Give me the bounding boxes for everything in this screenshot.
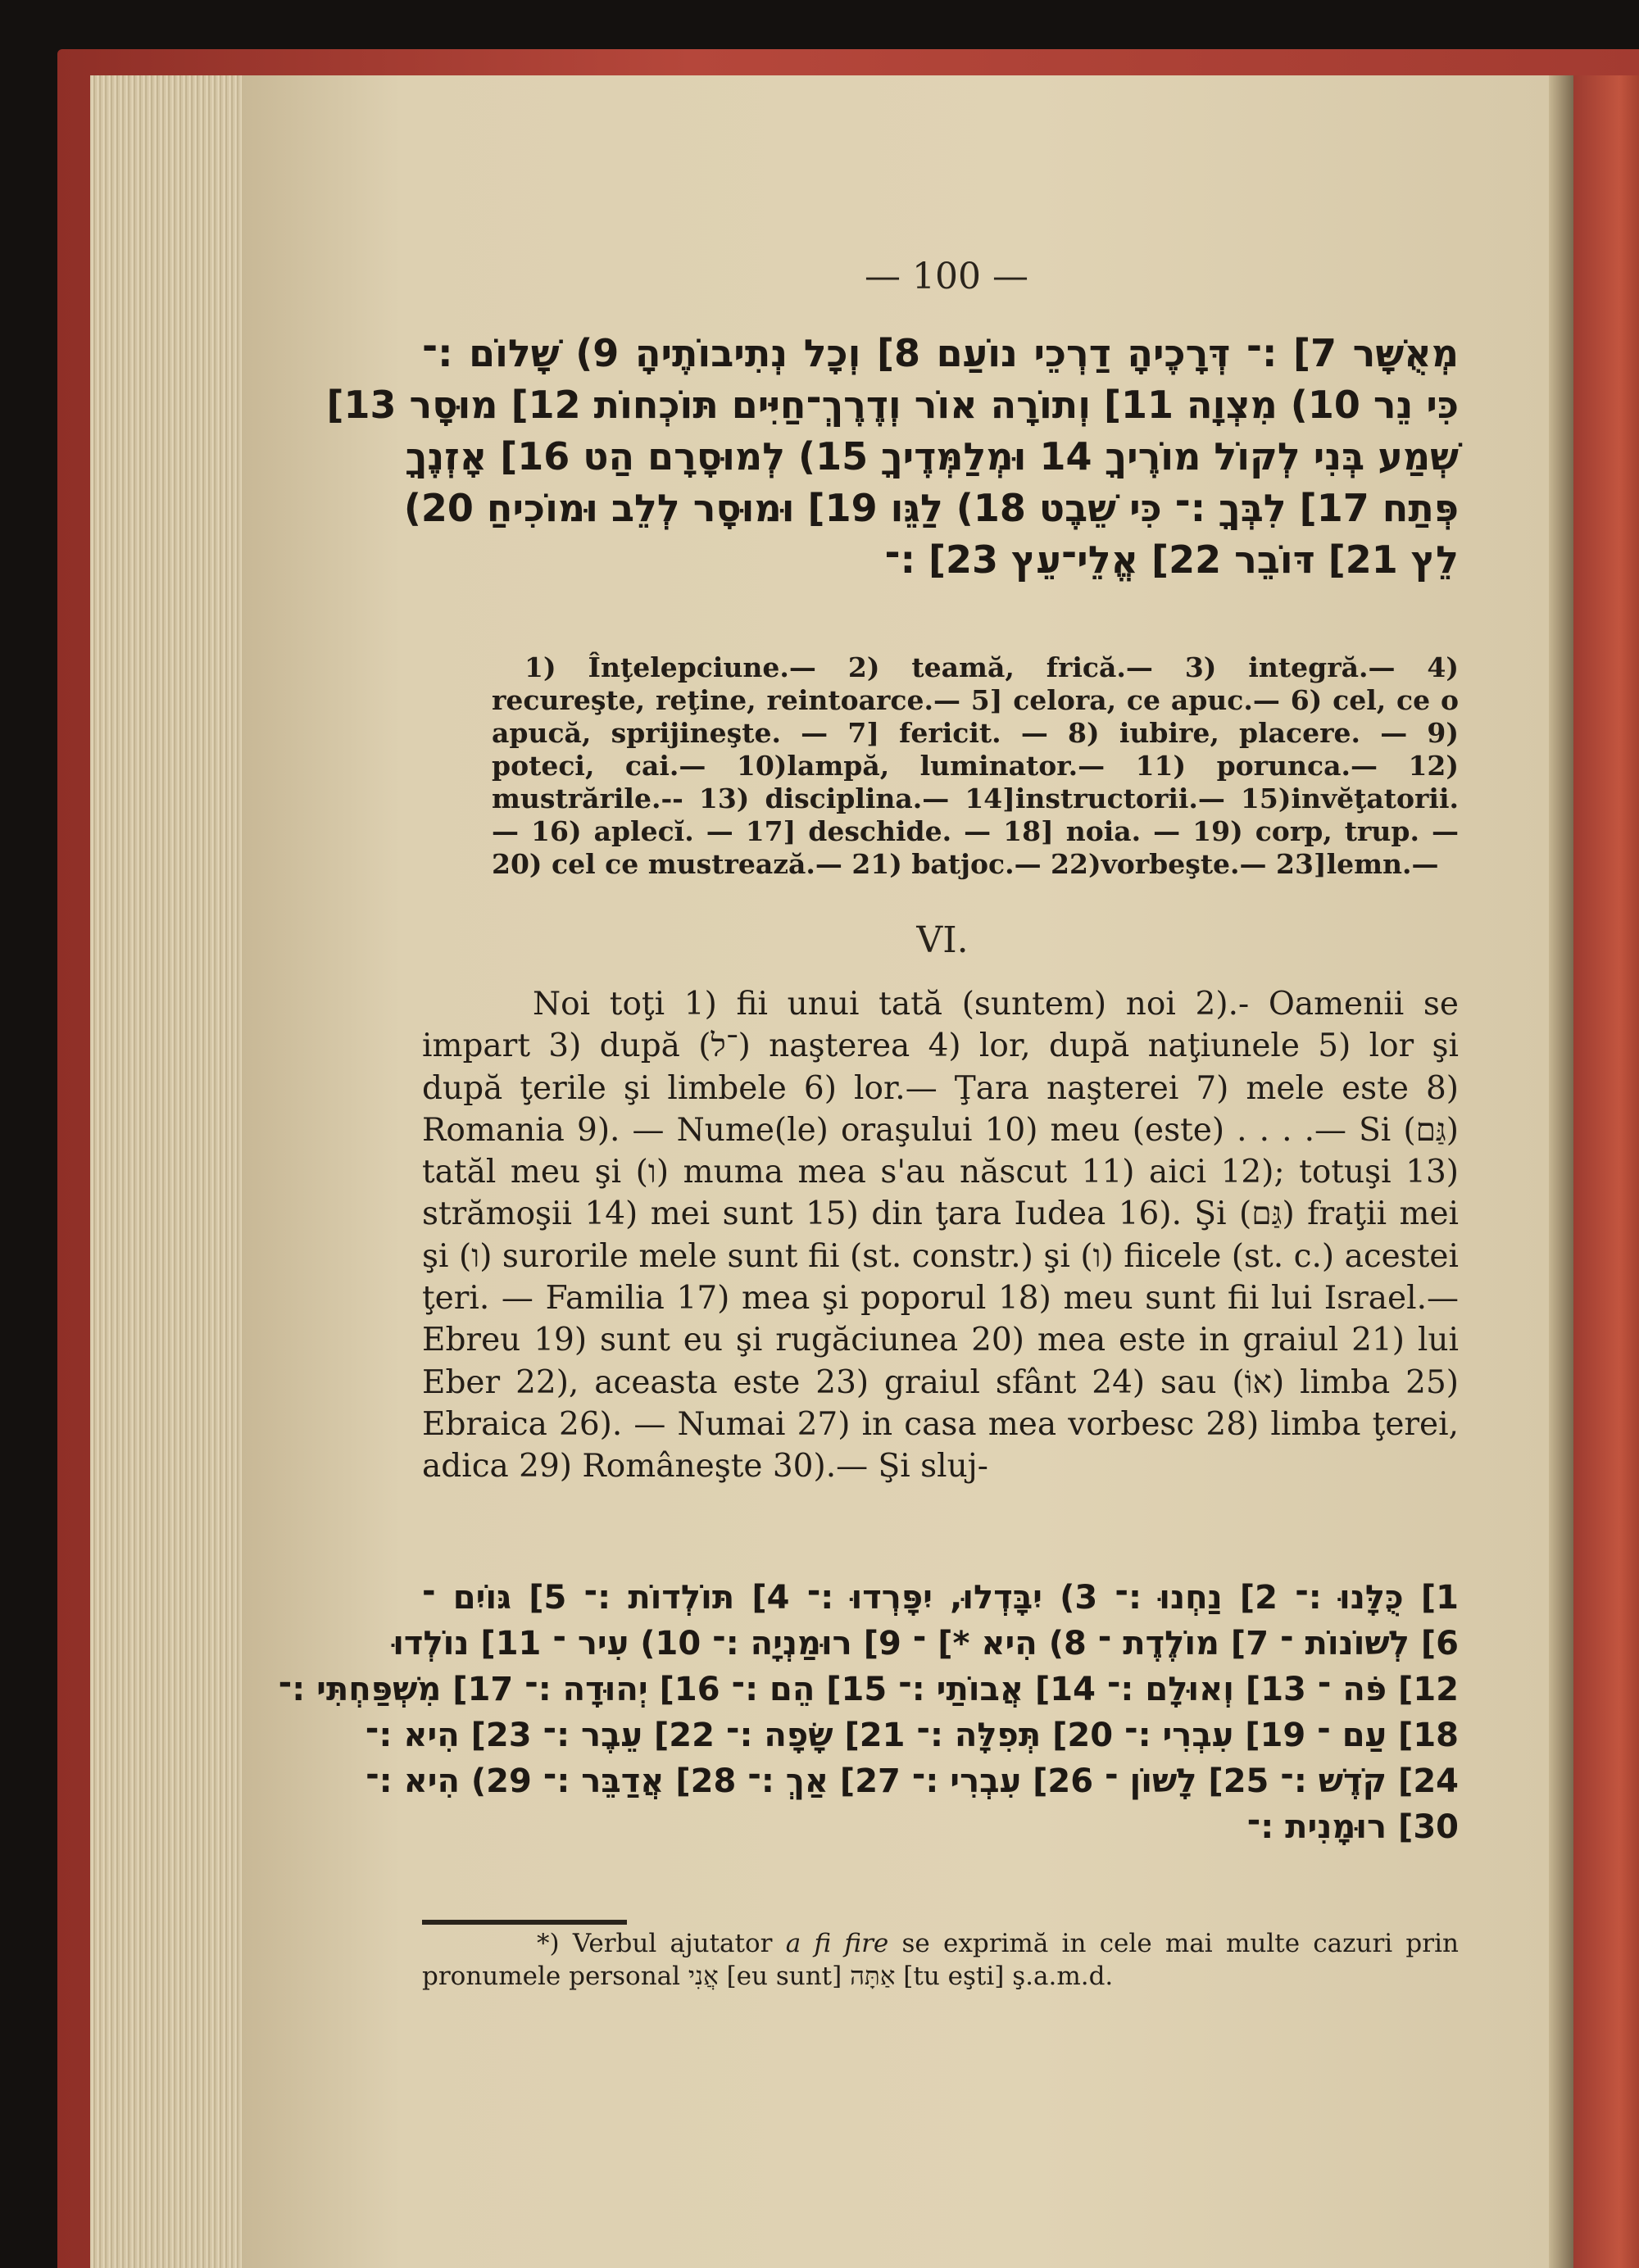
footnote-italic: a fi fire	[785, 1929, 889, 1958]
page-number: — 100 —	[865, 256, 1028, 297]
glossary-notes: 1) Înţelepciune.— 2) teamă, frică.— 3) integră.— 4) recureşte, reţine, reintoarce.— 5] celora, ce apuc.— 6) cel, ce o apucă, sprijineşte. — 7] fericit. — 8) iubire, placere. — 9) poteci, cai.— 10)lampă, luminator.— 11) porunca.— 12) mustrările.-- 13) disciplina.— 14]instructorii.— 15)invĕţatorii.— 16) aplecĭ. — 17] deschide. — 18] noia. — 19) corp, trup. — 20) cel ce mustrează.— 21) batjoc.— 22)vorbeşte.— 23]lemn.—	[492, 651, 1459, 880]
hebrew-line: שְׁמַע בְּנִי לְקוֹל מוֹרֶיךָ 14 וּמְלַמְּדֶיךָ 15) לְמוּסָרָם הַט 16] אָזְנֶךָ	[405, 434, 1459, 479]
hebrew-line: כִּי נֵר 10) מִצְוָה 11] וְתוֹרָה אוֹר וְדֶרֶךְ־חַיִּים תּוֹכְחוֹת 12] מוּסָר 13]	[326, 383, 1459, 427]
vocab-line: 18] עַם ־ 19] עִבְרִי :־ 20] תְּפִלָּה :־ 21] שָׂפָה :־ 22] עֵבֶר :־ 23] הִיא :־	[365, 1717, 1459, 1754]
page-edges	[90, 75, 242, 2268]
footnote-prefix: *) Verbul ajutator	[537, 1929, 786, 1958]
adjacent-page-edge	[1573, 75, 1639, 2268]
section-heading: VI.	[916, 919, 969, 961]
vocab-line: 30] רוּמָנִית :־	[1246, 1808, 1459, 1846]
footnote-text: se exprimă in cele mai multe cazuri prin pronumele personal אֲנִי [eu sunt] אַתָּה [tu eşti] ş.a.m.d.	[422, 1929, 1459, 1991]
vocab-line: 24] קֹדֶשׁ :־ 25] לָשׁוֹן ־ 26] עִבְרִי :־ 27] אַךְ :־ 28] אֲדַבֵּר :־ 29) הִיא :־	[365, 1762, 1459, 1800]
hebrew-proverbs	[326, 328, 1460, 586]
vocab-line: 12] פֹּה ־ 13] וְאוּלָם :־ 14] אֲבוֹתַי :־ 15] הֵם :־ 16] יְהוּדָה :־ 17] מִשְׁפַּחְתִּי :־	[278, 1671, 1459, 1708]
hebrew-line: פְּתַח 17] לִבְּךָ :־ כִּי שֵׁבֶט 18) לַגֵּו 19] וּמוּסָר לְלֵב וּמוֹכִיחַ 20)	[403, 486, 1459, 530]
vocab-line: 6] לְשׁוֹנוֹת ־ 7] מוֹלֶדֶת ־ 8) הִיא *] ־ 9] רוּמַנְיָה :־ 10) עִיר ־ 11] נוֹלְדוּ	[393, 1625, 1459, 1662]
footnote-divider	[422, 1920, 627, 1925]
book-gutter	[1549, 75, 1573, 2268]
hebrew-line: לֵץ 21] דּוֹבֵר 22] אֱלֵי־עֵץ 23] :־	[884, 538, 1459, 582]
hebrew-vocabulary	[278, 1575, 1460, 1850]
vocab-line: 1] כֻּלָּנוּ :־ 2] נַחְנוּ :־ 3) יִבָּדְלוּ, יִפָּרְדוּ :־ 4] תּוֹלְדוֹת :־ 5] גּוֹיִם ־	[422, 1579, 1460, 1617]
hebrew-line: מְאֻשָּׁר 7] :־ דְּרָכֶיהָ דַרְכֵי נוֹעַם 8] וְכָל נְתִיבוֹתֶיהָ 9) שָׁלוֹם :־	[422, 331, 1460, 375]
footnote	[422, 1927, 1459, 1993]
romanian-paragraph: Noi toţi 1) fii unui tată (suntem) noi 2).- Oamenii se impart 3) după (־ל) naşterea 4) lor, după naţiunele 5) lor şi după ţerile şi limbele 6) lor.— Ţara naşterei 7) mele este 8) Romania 9). — Nume(le) oraşului 10) meu (este) . . . .— Si (גַּם) tatăl meu şi (ו) muma mea s'au născut 11) aici 12); totuşi 13) strămoşii 14) mei sunt 15) din ţara Iudea 16). Şi (גַּם) fraţii mei şi (ו) surorile mele sunt fii (st. constr.) şi (ו) fiicele (st. c.) acestei ţeri. — Familia 17) mea şi poporul 18) meu sunt fii lui Israel.— Ebreu 19) sunt eu şi rugăciunea 20) mea este in graiul 21) lui Eber 22), aceasta este 23) graiul sfânt 24) sau (אוֹ) limba 25) Ebraica 26). — Numai 27) in casa mea vorbesc 28) limba ţerei, adica 29) Româneşte 30).— Şi sluj-	[422, 986, 1460, 1486]
